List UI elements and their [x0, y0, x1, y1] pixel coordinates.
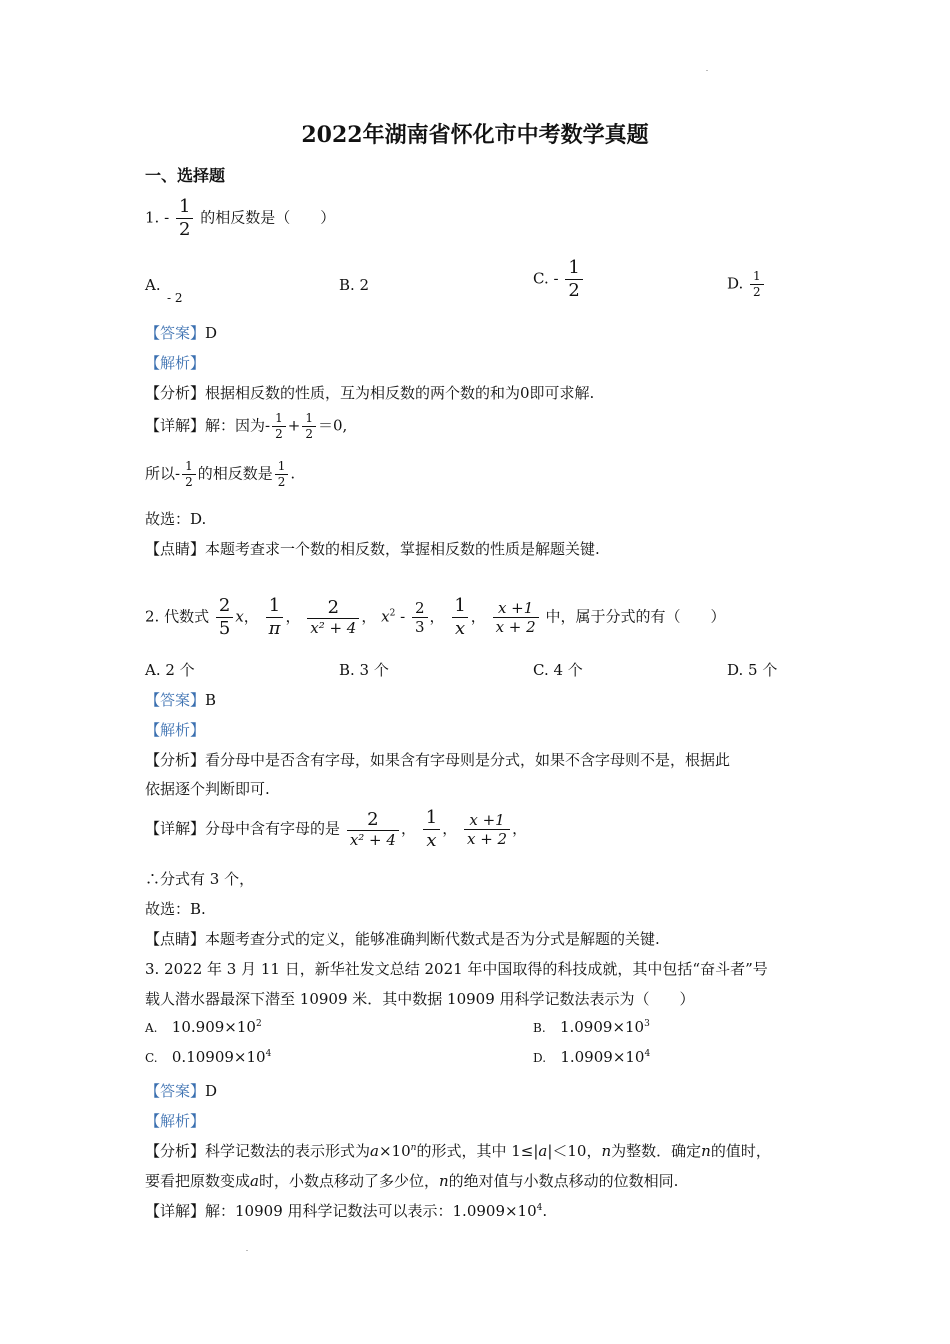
so-text: 所以-	[145, 464, 181, 483]
q3-option-a	[145, 1018, 262, 1036]
section-heading: 一、选择题	[145, 166, 226, 185]
q1-option-a	[145, 276, 161, 294]
var-n: n	[601, 1142, 612, 1160]
xj-text: 解：10909 用科学记数法可以表示：1.0909×10	[205, 1202, 537, 1220]
fenxi-text: 看分母中是否含有字母，如果含有字母则是分式，如果不含字母则不是，根据此	[205, 751, 731, 769]
exponent: n	[410, 1143, 417, 1153]
exponent: 3	[644, 1019, 650, 1029]
frac-den: 2	[275, 474, 289, 489]
q3-answer	[145, 1080, 217, 1101]
q1-option-d	[727, 270, 766, 299]
fenxi-text: 科学记数法的表示形式为	[205, 1142, 371, 1160]
q2-expr-3	[307, 598, 359, 638]
var-x: x	[381, 607, 390, 626]
q2-number: 2. 代数式	[145, 607, 210, 626]
frac-num: 2	[414, 598, 425, 617]
frac-num: x +1	[469, 810, 505, 829]
q3-option-c	[145, 1048, 271, 1066]
var-n: n	[438, 1172, 449, 1190]
frac-num: 2	[367, 808, 379, 830]
dianjing-text: 本题考查分式的定义，能够准确判断代数式是否为分式是解题的关键.	[205, 930, 660, 948]
xj-result: ＝0,	[317, 416, 348, 435]
frac-num: 1	[425, 807, 438, 828]
xj-text: 分母中含有字母的是	[205, 819, 341, 838]
xj-fraction-1	[347, 810, 399, 850]
q3-option-d	[533, 1048, 650, 1066]
q1-number: 1.	[145, 208, 160, 227]
option-fraction	[750, 270, 764, 299]
frac-num: 1	[178, 196, 191, 217]
q1-fenxi	[145, 382, 594, 403]
page-title: 2022年湖南省怀化市中考数学真题	[301, 122, 649, 148]
comma: ，	[470, 607, 486, 626]
q1-dianjing	[145, 538, 600, 559]
answer-tag: 【答案】	[145, 324, 206, 342]
q2-option-c: C. 4 个	[533, 661, 583, 679]
q1-option-c	[533, 258, 585, 301]
option-label: D.	[727, 274, 744, 293]
frac-den: x	[423, 829, 439, 852]
frac-num: 1	[305, 411, 313, 425]
dianjing-text: 本题考查求一个数的相反数，掌握相反数的性质是解题关键.	[205, 540, 600, 558]
xiangjie-tag: 【详解】	[145, 1202, 206, 1220]
frac-den: 5	[216, 617, 233, 640]
q2-option-b: B. 3 个	[339, 661, 389, 679]
fenxi-tag: 【分析】	[145, 384, 206, 402]
q1-fraction	[176, 197, 193, 240]
decor-dot	[706, 70, 708, 71]
option-label: D.	[533, 1051, 547, 1065]
frac-num: 2	[218, 595, 231, 616]
xj-text: 解：因为-	[205, 416, 271, 435]
q3-stem-line1: 3. 2022 年 3 月 11 日，新华社发文总结 2021 年中国取得的科技成就，其中包括“奋斗者”号	[145, 960, 768, 978]
exponent: 4	[265, 1049, 272, 1059]
frac-den: 2	[302, 426, 316, 441]
answer-tag: 【答案】	[145, 691, 206, 709]
xj-fraction-2	[423, 808, 440, 851]
so-mid: 的相反数是	[197, 464, 273, 483]
frac-num: 1	[568, 257, 580, 278]
xj-fraction-3	[464, 812, 510, 848]
q3-analysis-tag	[145, 1110, 205, 1131]
answer-value: D	[205, 324, 218, 342]
q2-guxuan: 故选：B.	[145, 900, 206, 918]
frac-den: x	[452, 617, 468, 640]
frac-den: 2	[176, 218, 193, 241]
fenxi-text: 为整数．确定	[611, 1142, 702, 1160]
option-label: A.	[145, 1021, 158, 1035]
frac-num: 1	[185, 459, 193, 473]
q2-dianjing	[145, 928, 660, 949]
exponent: 2	[389, 608, 396, 619]
q2-fenxi-line1	[145, 749, 730, 770]
q3-stem-line2: 载人潜水器最深下潜至 10909 米．其中数据 10909 用科学记数法表示为（ ）	[145, 990, 695, 1008]
q2-stem	[145, 596, 725, 639]
minus: -	[395, 607, 410, 626]
fenxi-text: 要看把原数变成	[145, 1172, 251, 1190]
q2-xiangjie	[145, 808, 527, 851]
option-fraction	[565, 258, 582, 301]
q2-expr-4-frac	[412, 600, 428, 636]
dianjing-tag: 【点睛】	[145, 540, 206, 558]
comma: ，	[285, 607, 301, 626]
xj-plus: +	[287, 416, 301, 435]
q1-minus: -	[164, 208, 170, 227]
fenxi-tag: 【分析】	[145, 1142, 206, 1160]
frac-den: 2	[272, 426, 286, 441]
q3-xiangjie	[145, 1200, 547, 1221]
exponent: 4	[644, 1049, 651, 1059]
q1-option-a-value: - 2	[167, 291, 183, 305]
comma: ，	[243, 607, 259, 626]
frac-num: 1	[454, 595, 466, 616]
q1-stem	[145, 197, 335, 240]
q2-expr-5	[451, 596, 468, 639]
option-value: 1.0909×10	[559, 1018, 645, 1036]
var-n: n	[701, 1142, 711, 1160]
xj-fraction-1	[272, 412, 286, 441]
so-fraction-1	[182, 460, 196, 489]
option-value: 1.0909×10	[560, 1048, 645, 1066]
fenxi-text: 根据相反数的性质，互为相反数的两个数的和为0即可求解.	[205, 384, 595, 402]
xj-fraction-2	[302, 412, 316, 441]
q1-analysis-tag	[145, 352, 205, 373]
dianjing-tag: 【点睛】	[145, 930, 206, 948]
answer-value: B	[205, 691, 217, 709]
frac-den: x + 2	[464, 829, 510, 848]
answer-tag: 【答案】	[145, 1082, 206, 1100]
var-a: a	[370, 1142, 379, 1160]
analysis-tag: 【解析】	[145, 354, 206, 372]
comma: ，	[512, 819, 528, 838]
option-value: 0.10909×10	[171, 1048, 266, 1066]
var-x: x	[235, 607, 244, 626]
exponent: 4	[536, 1203, 543, 1213]
q1-answer	[145, 322, 217, 343]
xiangjie-tag: 【详解】	[145, 416, 206, 435]
decor-dot	[246, 1250, 248, 1251]
q2-option-d: D. 5 个	[727, 661, 778, 679]
var-a: a	[250, 1172, 259, 1190]
option-label: A.	[145, 276, 161, 294]
frac-den: 2	[565, 279, 582, 302]
fenxi-tag: 【分析】	[145, 751, 206, 769]
comma: ，	[429, 607, 445, 626]
q2-therefore: ∴分式有 3 个，	[145, 870, 255, 888]
answer-value: D	[205, 1082, 218, 1100]
frac-num: 1	[275, 411, 283, 425]
option-minus: -	[553, 269, 559, 288]
analysis-tag: 【解析】	[145, 721, 206, 739]
option-label: C.	[145, 1051, 158, 1065]
q2-analysis-tag	[145, 719, 205, 740]
comma: ，	[442, 819, 458, 838]
q1-guxuan: 故选：D.	[145, 510, 207, 528]
q2-answer	[145, 689, 216, 710]
q3-option-b	[533, 1018, 650, 1036]
fenxi-text: 时，小数点移动了多少位，	[258, 1172, 439, 1190]
frac-den: x² + 4	[307, 618, 359, 637]
comma: ，	[361, 607, 377, 626]
q1-option-b: B. 2	[339, 276, 370, 294]
exponent: 2	[255, 1019, 262, 1029]
fenxi-text: 的形式，其中 1≤|	[416, 1142, 539, 1160]
q3-fenxi-line2	[145, 1170, 678, 1191]
frac-den: π	[266, 617, 284, 640]
q2-fenxi-line2: 依据逐个判断即可.	[145, 780, 270, 798]
frac-den: x + 2	[493, 617, 539, 636]
option-value: 10.909×10	[171, 1018, 256, 1036]
q1-xiangjie	[145, 412, 347, 441]
q2-text: 中，属于分式的有（ ）	[545, 607, 726, 626]
frac-den: 2	[182, 474, 196, 489]
so-end: .	[290, 464, 296, 483]
xj-end: .	[542, 1202, 548, 1220]
frac-num: 1	[268, 595, 281, 616]
frac-num: 1	[277, 459, 286, 473]
frac-num: 1	[753, 269, 761, 283]
q3-fenxi-line1	[145, 1140, 771, 1161]
q2-expr-2	[266, 596, 284, 639]
q1-so	[145, 460, 295, 489]
comma: ，	[400, 819, 416, 838]
frac-num: 2	[327, 596, 340, 618]
q2-expr-6	[493, 600, 539, 636]
option-label: B.	[533, 1021, 546, 1035]
analysis-tag: 【解析】	[145, 1112, 206, 1130]
var-a: a	[538, 1142, 548, 1160]
frac-den: 3	[412, 617, 428, 636]
q2-option-a: A. 2 个	[145, 661, 195, 679]
frac-den: 2	[750, 284, 764, 299]
q1-text: 的相反数是（ ）	[200, 208, 336, 227]
option-label: C.	[533, 269, 549, 288]
fenxi-text: 的绝对值与小数点移动的位数相同.	[448, 1172, 679, 1190]
xiangjie-tag: 【详解】	[145, 819, 206, 838]
fenxi-text: |＜10，	[547, 1142, 602, 1160]
fenxi-text: 的值时，	[710, 1142, 771, 1160]
so-fraction-2	[275, 460, 289, 489]
frac-den: x² + 4	[347, 830, 399, 849]
fenxi-text: ×10	[378, 1142, 411, 1160]
q2-expr-1	[216, 596, 233, 639]
frac-num: x +1	[497, 598, 534, 617]
